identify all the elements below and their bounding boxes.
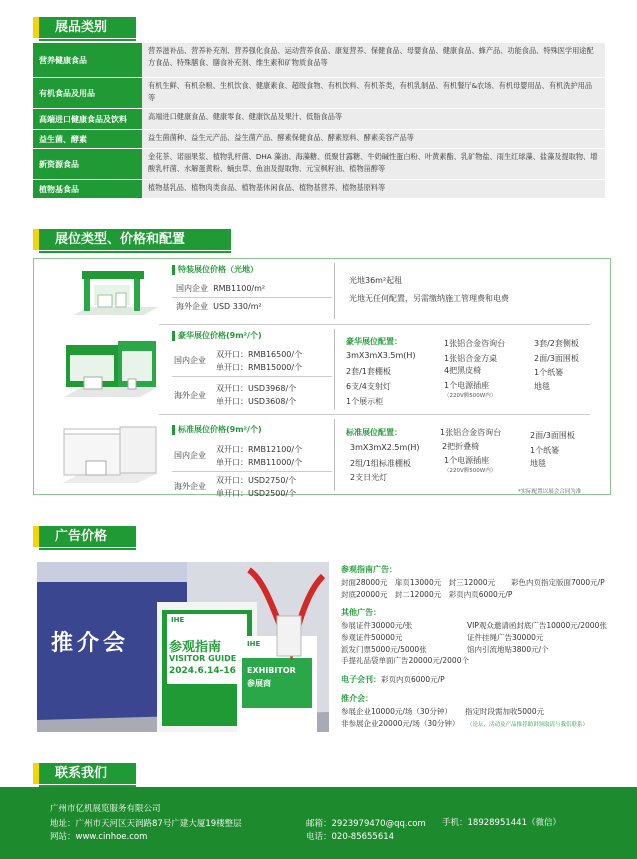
ad-ejournal: 电子会刊：彩页内页6000元/P [341, 675, 445, 684]
category-row [33, 109, 605, 129]
divider [334, 263, 335, 319]
standard-config-item: 1个电源插座 [444, 456, 490, 465]
standard-booth-title-text: 标准展位价格(9m²/个) [178, 425, 262, 434]
standard-config-item: 2组/1组标准棚板 [350, 459, 411, 468]
luxury-booth-image [54, 333, 162, 405]
luxury-config-item: 1个展示柜 [346, 397, 384, 406]
guide-cover-subtitle: VISITOR GUIDE [169, 654, 237, 663]
category-desc: 营养滋补品、营养补充剂、营养强化食品、运动营养食品、康复营养、保健食品、母婴食品、健康食品、蜂产品、功能食品、特殊医学用途配方食品、特殊膳食、膳食补充剂、维生素和矿物质食品等 [142, 43, 605, 77]
luxury-config-item: 3mX3mX3.5m(H) [346, 351, 416, 360]
guide-cover-title: 参观指南 [169, 640, 222, 655]
standard-config-note: （220V额500W内） [444, 468, 497, 474]
standard-config-item: 2把折叠椅 [442, 442, 480, 451]
category-desc: 高端进口健康食品、健康零食、健康饮品及果汁、低脂食品等 [142, 109, 605, 129]
special-note-config: 光地无任何配置，另需缴纳施工管理费和电费 [349, 294, 509, 303]
contact-email[interactable]: 邮箱：2923979470@qq.com [306, 819, 426, 829]
ad-other-item: VIP观众邀请函封底广告10000元/2000张 [467, 621, 607, 630]
ad-conf-title: 推介会： [341, 694, 373, 703]
luxury-overseas-single: 单开口：USD3608/个 [216, 397, 297, 406]
divider [172, 297, 332, 298]
ad-guide-title: 参观指南广告： [341, 565, 397, 574]
category-desc: 有机生鲜、有机杂粮、生机饮食、健康素食、超级食物、有机饮料、有机茶类，有机乳制品、有机餐厅&农场、有机母婴用品、有机洗护用品等 [142, 78, 605, 108]
standard-config-item: 3mX3mX2.5m(H) [350, 443, 420, 452]
categories-table [33, 43, 605, 199]
ad-other-item: 证件挂绳广告30000元 [467, 633, 544, 642]
ad-conf-extra: 指定时段需加收5000元 [465, 707, 545, 716]
contact-section-title: 联系我们 [33, 763, 136, 784]
luxury-overseas-double: 双开口：USD3968/个 [216, 384, 297, 393]
luxury-config-item: 2面/3面围板 [534, 354, 579, 363]
divider [159, 414, 590, 415]
company-name: 广州市亿机展览服务有限公司 [50, 804, 161, 814]
luxury-config-item: 4把黑皮椅 [444, 366, 482, 375]
luxury-config-item: 6支/4支射灯 [346, 382, 391, 391]
standard-config-item: 1个纸篓 [530, 446, 560, 455]
special-domestic-price: 国内企业 RMB1100/m² [176, 284, 266, 293]
contact-phone: 电话：020-85655614 [306, 832, 395, 842]
ad-guide-extra: 彩色内页指定版面7000元/P [511, 578, 605, 587]
special-booth-block [172, 264, 258, 275]
category-row [33, 43, 605, 77]
exhibitor-card-logo: IHE [247, 640, 261, 648]
luxury-config-item: 3套/2套侧板 [534, 339, 579, 348]
luxury-config-item: 1张铝合金方桌 [444, 354, 498, 363]
standard-config-item: 2面/3面围板 [530, 431, 575, 440]
standard-booth-block [172, 424, 262, 435]
luxury-booth-block [172, 330, 262, 341]
standard-config-item: 2支日光灯 [350, 473, 388, 482]
divider [334, 329, 335, 409]
category-desc: 植物基乳品、植物肉类食品、植物基休闲食品、植物基营养、植物基原料等 [142, 180, 605, 198]
luxury-config-note: （220V额500W内） [444, 393, 497, 399]
company-website[interactable]: 网站：www.cinhoe.com [50, 832, 148, 842]
standard-overseas-double: 双开口：USD2750/个 [216, 476, 297, 485]
luxury-config-item: 地毯 [534, 382, 550, 391]
standard-footnote: *实际配置以展会合同为准 [518, 489, 582, 495]
divider [159, 324, 590, 325]
standard-overseas-label: 海外企业 [174, 482, 206, 491]
luxury-config-item: 2套/1套棚板 [346, 367, 391, 376]
category-name: 益生菌、酵素 [33, 130, 142, 148]
standard-booth-image [54, 421, 162, 491]
luxury-domestic-label: 国内企业 [174, 356, 206, 365]
ads-section-title: 广告价格 [33, 526, 136, 547]
ad-other-item: 馆内引流地贴3800元/个 [467, 645, 549, 654]
ad-conf-line: 非参展企业20000元/场（30分钟） [341, 719, 460, 728]
booths-section-title: 展位类型、价格和配置 [33, 229, 231, 250]
category-row [33, 149, 605, 179]
luxury-booth-title [172, 330, 262, 341]
luxury-config-item: 1个纸篓 [534, 368, 564, 377]
ad-other-item: 参观证件50000元 [341, 633, 403, 642]
standard-overseas-single: 单开口：USD2500/个 [216, 489, 297, 498]
ad-other-item: 参展证件30000元/张 [341, 621, 413, 630]
luxury-domestic-double: 双开口：RMB16500/个 [216, 350, 303, 359]
ad-conf-line: 参展企业10000元/场（30分钟） [341, 707, 452, 716]
contact-mobile: 手机：18928951441（微信） [442, 818, 561, 828]
booths-panel [33, 258, 611, 498]
category-name: 新资源食品 [33, 149, 142, 179]
standard-domestic-double: 双开口：RMB12100/个 [216, 445, 303, 454]
standard-config-item: 1张铝合金咨询台 [440, 428, 502, 437]
luxury-booth-title-text: 豪华展位价格(9m²/个) [178, 331, 262, 340]
standard-booth-title [172, 424, 262, 435]
luxury-overseas-label: 海外企业 [174, 391, 206, 400]
standard-domestic-single: 单开口：RMB11000/个 [216, 458, 303, 467]
luxury-config-item: 1张铝合金咨询台 [444, 339, 506, 348]
special-booth-image [54, 265, 162, 321]
guide-cover-logo: IHE [171, 616, 185, 624]
category-row [33, 78, 605, 108]
ad-guide-line: 封面28000元 扉页13000元 封三12000元 [341, 578, 496, 587]
ad-other-title: 其他广告： [341, 608, 381, 617]
category-row [33, 180, 605, 198]
divider [334, 419, 335, 491]
ad-guide-line: 封底20000元 封二12000元 彩页内页6000元/P [341, 590, 513, 599]
special-overseas-price: 海外企业 USD 330/m² [176, 302, 262, 311]
special-note-area: 光地36m²起租 [349, 276, 403, 285]
category-desc: 益生菌菌种、益生元产品、益生菌产品、酵素保健食品、酵素原料、酵素美容产品等 [142, 130, 605, 148]
standard-config-title: 标准展位配置： [346, 428, 402, 437]
category-row [33, 130, 605, 148]
standard-config-item: 地毯 [530, 459, 546, 468]
luxury-config-title: 豪华展位配置： [346, 337, 402, 346]
category-name: 有机食品及用品 [33, 78, 142, 108]
luxury-domestic-single: 单开口：RMB15000/个 [216, 363, 303, 372]
contact-footer [0, 787, 637, 859]
ads-panel [33, 554, 611, 732]
categories-section-title: 展品类别 [33, 17, 136, 38]
company-address: 地址：广州市天河区天润路87号广建大厦19楼整层 [50, 819, 242, 829]
special-booth-title [172, 264, 258, 275]
standard-domestic-label: 国内企业 [174, 451, 206, 460]
exhibitor-card-title: EXHIBITOR [247, 666, 296, 675]
category-name: 植物基食品 [33, 180, 142, 198]
category-name: 营养健康食品 [33, 43, 142, 77]
special-booth-title-text: 特装展位价格（光地） [178, 265, 258, 274]
ad-photo-banner-text: 推介会 [51, 631, 130, 656]
ad-photo [37, 562, 329, 732]
guide-cover-date: 2024.6.14-16 [169, 666, 236, 676]
ad-other-item: 派发门票5000元/5000张 [341, 645, 427, 654]
ad-conf-note: （论坛、活动及产品推荐助讲领取请与我们联系） [467, 722, 589, 728]
divider [172, 471, 332, 472]
ad-other-item: 手提礼品袋单面广告20000元/2000个 [341, 656, 469, 665]
exhibitor-card-subtitle: 参展商 [247, 679, 271, 688]
category-name: 高端进口健康食品及饮料 [33, 109, 142, 129]
divider [172, 376, 332, 377]
category-desc: 金花茶、诺丽果浆、植物乳杆菌、DHA 藻油、海藻糖、低聚甘露糖、牛奶碱性蛋白粉、叶黄素酯、乳矿物盐、雨生红球藻、盐藻及提取物、增酸乳杆菌、水解蛋黄粉、蛹虫草、鱼油及提取物、元宝枫籽油、植物甾醇等 [142, 149, 605, 179]
luxury-config-item: 1个电源插座 [444, 381, 490, 390]
